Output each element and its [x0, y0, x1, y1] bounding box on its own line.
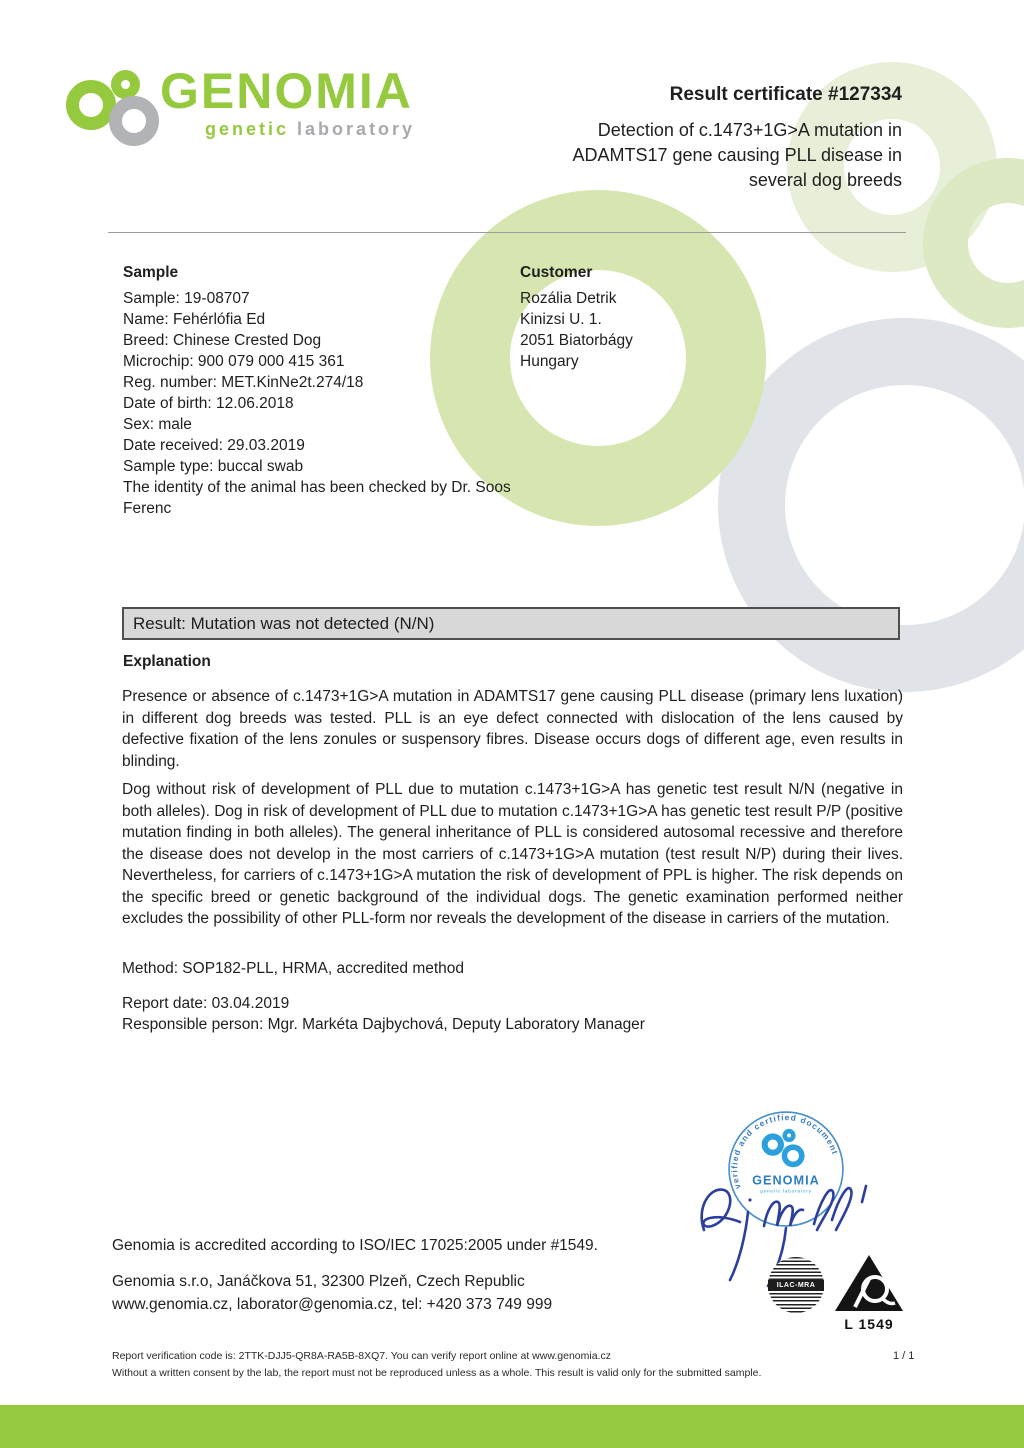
- sample-line: Microchip: 900 079 000 415 361: [123, 353, 345, 370]
- explanation-heading: Explanation: [123, 653, 211, 670]
- customer-line: Hungary: [520, 353, 579, 370]
- customer-line: Kinizsi U. 1.: [520, 311, 602, 328]
- result-box: Result: Mutation was not detected (N/N): [122, 607, 900, 640]
- customer-line: Rozália Detrik: [520, 290, 617, 307]
- sample-section: [123, 262, 515, 519]
- company-address: [112, 1270, 552, 1316]
- address-line: Genomia s.r.o, Janáčkova 51, 32300 Plzeň, Czech Republic: [112, 1273, 525, 1290]
- customer-heading: Customer: [520, 264, 593, 281]
- certificate-title: Result certificate #127334: [669, 84, 902, 105]
- page-number: 1 / 1: [893, 1350, 915, 1362]
- sample-line: The identity of the animal has been checked by Dr. Soos Ferenc: [123, 479, 511, 517]
- report-date-line: Report date: 03.04.2019: [122, 995, 290, 1012]
- header-divider: [108, 232, 906, 233]
- cia-number-label: L 1549: [844, 1316, 894, 1332]
- explanation-paragraph: Dog without risk of development of PLL due to mutation c.1473+1G>A has genetic test result N/N (negative in both alleles). Dog in risk of development of PLL due to mutation c.1473+1G>A has genetic test result P/P (positive mutation finding in both alleles). The general inheritance of PLL is considered autosomal recessive and therefore the disease does not develop in the most carriers of c.1473+1G>A mutation (test result N/P) during their lives. Nevertheless, for carriers of c.1473+1G>A mutation the risk of development of PPL is higher. The risk depends on the specific breed or genetic background of the individual dogs. The genetic examination performed neither excludes the possibility of other PLL-form nor reveals the development of the disease in carriers of the mutation.: [122, 781, 903, 927]
- footer-line: Without a written consent by the lab, the report must not be reproduced unless as a whole. This result is valid only for the submitted sample.: [112, 1367, 762, 1379]
- certificate-subtitle: [572, 118, 902, 193]
- footer-green-bar: [0, 1405, 1024, 1448]
- method-line: Method: SOP182-PLL, HRMA, accredited method: [122, 960, 465, 977]
- logo-wordmark: GENOMIA: [160, 63, 413, 119]
- subtitle-line: Detection of c.1473+1G>A mutation in: [597, 120, 902, 140]
- sample-line: Sample: 19-08707: [123, 290, 250, 307]
- logo-dot-green-icon: [111, 70, 140, 99]
- logo-circle-gray-icon: [109, 96, 159, 146]
- stamp-logo-circle-icon: [765, 1136, 781, 1152]
- sample-line: Sample type: buccal swab: [123, 458, 304, 475]
- cia-accreditation-logo: [831, 1253, 907, 1331]
- subtitle-line: several dog breeds: [748, 170, 902, 190]
- ilac-mra-label: ILAC-MRA: [768, 1280, 824, 1291]
- stamp-tagline: genetic laboratory: [760, 1188, 812, 1194]
- subtitle-line: ADAMTS17 gene causing PLL disease in: [572, 145, 902, 165]
- iso-accreditation-line: Genomia is accredited according to ISO/IEC 17025:2005 under #1549.: [112, 1237, 598, 1254]
- customer-section: [520, 262, 820, 372]
- stamp-logo-dot-icon: [785, 1131, 794, 1140]
- header: [572, 84, 902, 193]
- sample-line: Name: Fehérlófia Ed: [123, 311, 266, 328]
- sample-line: Sex: male: [123, 416, 192, 433]
- logo-tagline-laboratory: laboratory: [297, 119, 416, 139]
- sample-heading: Sample: [123, 264, 179, 281]
- sample-line: Date received: 29.03.2019: [123, 437, 305, 454]
- footer-legal-text: [112, 1348, 761, 1382]
- explanation-paragraph: Presence or absence of c.1473+1G>A mutation in ADAMTS17 gene causing PLL disease (primary lens luxation) in different dog breeds was tested. PLL is an eye defect connected with dislocation of the lens caused by defective fixation of the lens zonules or suspensory fibres. Disease occurs dogs of different age, even results in blinding.: [122, 688, 903, 770]
- footer-line: Report verification code is: 2TTK-DJJ5-QR8A-RA5B-8XQ7. You can verify report online at www.genomia.cz: [112, 1350, 611, 1362]
- customer-line: 2051 Biatorbágy: [520, 332, 633, 349]
- cia-triangle-icon: [831, 1253, 907, 1313]
- logo-tagline-genetic: genetic: [205, 119, 290, 139]
- sample-line: Date of birth: 12.06.2018: [123, 395, 294, 412]
- responsible-person-line: Responsible person: Mgr. Markéta Dajbychová, Deputy Laboratory Manager: [122, 1016, 645, 1033]
- address-line: www.genomia.cz, laborator@genomia.cz, tel: +420 373 749 999: [112, 1296, 553, 1313]
- ilac-mra-logo: [768, 1257, 824, 1313]
- logo-tagline: [205, 119, 415, 140]
- stamp-curved-text: verified and certified document: [729, 1112, 841, 1191]
- sample-line: Breed: Chinese Crested Dog: [123, 332, 322, 349]
- sample-line: Reg. number: MET.KinNe2t.274/18: [123, 374, 364, 391]
- stamp-logo-circle2-icon: [784, 1147, 801, 1164]
- stamp-brand: GENOMIA: [752, 1173, 820, 1188]
